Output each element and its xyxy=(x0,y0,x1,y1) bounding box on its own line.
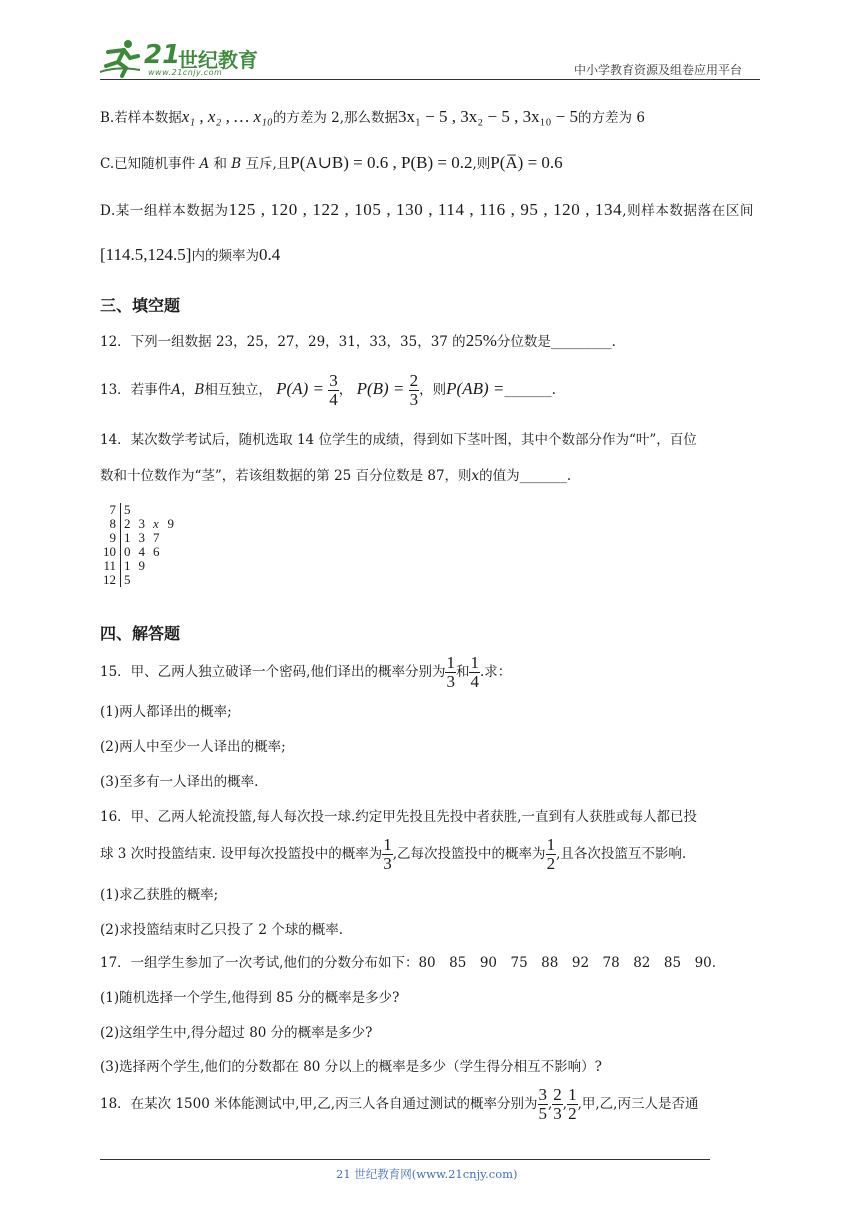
option-b-xs: x₁ , x₂ , … x₁₀ xyxy=(181,107,273,126)
q16-fraction-2 xyxy=(546,836,557,873)
q17-part-3: (3)选择两个学生,他们的分数都在 80 分以上的概率是多少（学生得分相互不影响）? xyxy=(100,1059,602,1075)
option-d-mid: 内的频率为 xyxy=(191,248,259,264)
option-c-expr2: P(A̅) = 0.6 xyxy=(490,153,563,172)
q18-fraction-2 xyxy=(552,1086,563,1123)
q13-pa-num: 3 xyxy=(329,371,338,390)
q13-comma: ， xyxy=(180,382,195,398)
q16-line2-suffix: ,且各次投篮互不影响. xyxy=(556,846,687,862)
q18-f2-den: 3 xyxy=(553,1104,562,1123)
q15-fraction-2 xyxy=(469,654,480,691)
option-d-line2 xyxy=(100,246,280,265)
q16-f1-den: 3 xyxy=(383,854,392,873)
leaf-value: 9 xyxy=(138,558,145,573)
q15-f1-num: 1 xyxy=(446,653,455,672)
option-c-a: A xyxy=(199,156,210,172)
q16-part-2: (2)求投篮结束时乙只投了 2 个球的概率. xyxy=(100,922,344,938)
q16-line2-mid: ,乙每次投篮投中的概率为 xyxy=(392,846,546,862)
q15-f2-den: 4 xyxy=(470,672,479,691)
option-b-prefix: B.若样本数据 xyxy=(100,110,182,126)
q15-and: 和 xyxy=(455,664,470,680)
option-d-prefix: D.某一组样本数据为 xyxy=(100,203,229,219)
question-12 xyxy=(100,332,616,351)
q13-b: B xyxy=(194,382,205,398)
stem-value: 7 xyxy=(100,503,121,517)
option-d-data: 125 , 120 , 122 , 105 , 130 , 114 , 116 , 95 , 120 , 134 xyxy=(228,200,623,219)
q13-pb-den: 3 xyxy=(409,390,419,409)
q16-part-1: (1)求乙获胜的概率; xyxy=(100,887,219,903)
q15-f1-den: 3 xyxy=(446,672,455,691)
question-16-line2 xyxy=(100,836,686,873)
leaf-value: 6 xyxy=(153,544,160,559)
leaf-value: 5 xyxy=(124,572,131,587)
q18-f1-num: 3 xyxy=(538,1085,547,1104)
option-d-suffix: ,则样本数据落在区间 xyxy=(622,203,755,219)
q13-mid: 相互独立， xyxy=(204,382,272,398)
stem-leaf-plot xyxy=(100,503,180,587)
question-15 xyxy=(100,654,511,691)
header-platform-text: 中小学教育资源及组卷应用平台 xyxy=(574,63,743,77)
q18-f3-num: 1 xyxy=(568,1085,577,1104)
q13-blank: _______. xyxy=(504,382,556,398)
option-c-b: B xyxy=(231,156,242,172)
leaf-value: 1 xyxy=(124,530,131,545)
q15-part-3: (3)至多有一人译出的概率. xyxy=(100,774,259,790)
option-b-suffix: 的方差为 6 xyxy=(578,110,645,126)
footer-rule xyxy=(100,1159,710,1160)
q18-f2-num: 2 xyxy=(553,1085,562,1104)
q13-then: ，则 xyxy=(419,382,447,398)
q12-text: 12．下列一组数据 23，25，27，29，31，33，35，37 的 xyxy=(100,334,466,350)
q16-line2-prefix: 球 3 次时投篮结束. 设甲每次投篮投中的概率为 xyxy=(100,846,383,862)
q13-sep: ， xyxy=(338,382,353,398)
question-17-line1: 17．一组学生参加了一次考试,他们的分数分布如下：80 85 90 75 88 92 78 82 85 90. xyxy=(100,955,717,971)
stem-value: 8 xyxy=(100,517,121,531)
q18-f1-den: 5 xyxy=(538,1104,547,1123)
question-13 xyxy=(100,372,556,409)
q12-pct: 25% xyxy=(465,331,497,350)
option-d-line1 xyxy=(100,201,754,220)
stem-value: 9 xyxy=(100,531,121,545)
q18-fraction-1 xyxy=(538,1086,549,1123)
section-4-title: 四、解答题 xyxy=(100,624,181,643)
q13-prefix: 13．若事件 xyxy=(100,382,172,398)
stem-leaf-row xyxy=(100,573,179,587)
q14-line2-prefix: 数和十位数作为“茎”，若该组数据的第 25 百分位数是 87，则 xyxy=(100,468,472,484)
header-rule xyxy=(100,79,760,80)
stem-leaf-row xyxy=(100,503,179,517)
leaf-value: 3 xyxy=(138,516,145,531)
stem-value: 10 xyxy=(100,545,121,559)
q12-tail: 分位数是_________. xyxy=(496,334,616,350)
leaf-value: 2 xyxy=(124,516,131,531)
option-c-and: 和 xyxy=(213,156,227,172)
q18-fraction-3 xyxy=(567,1086,578,1123)
q16-f1-num: 1 xyxy=(383,835,392,854)
logo-text: 世纪教育 xyxy=(178,48,258,72)
option-b-mid: 的方差为 2,那么数据 xyxy=(272,110,399,126)
question-18: 18．在某次 1500 米体能测试中,甲,乙,丙三人各自通过测试的概率分别为 $\frac{3}{5}$ , $\frac{2}{3}$ , $\frac{1}{2}$ ,甲,乙,丙三人是否通 xyxy=(100,1085,699,1123)
q16-f2-den: 2 xyxy=(546,854,556,873)
leaf-value: 0 xyxy=(124,544,131,559)
question-16-line1: 16．甲、乙两人轮流投篮,每人每次投一球.约定甲先投且先投中者获胜,一直到有人获胜或每人都已投 xyxy=(100,809,698,825)
option-c xyxy=(100,154,563,173)
logo xyxy=(98,38,258,78)
option-c-then: ,则 xyxy=(472,156,491,172)
stem-value: 12 xyxy=(100,573,121,587)
q13-pa-den: 4 xyxy=(329,390,338,409)
q18-suffix: ,甲,乙,丙三人是否通 xyxy=(577,1096,699,1112)
leaf-value: 7 xyxy=(153,530,160,545)
q15-part-2: (2)两人中至少一人译出的概率; xyxy=(100,739,286,755)
q15-f2-num: 1 xyxy=(470,653,479,672)
option-d-interval: [114.5,124.5] xyxy=(100,245,192,264)
stem-leaf-row xyxy=(100,559,179,573)
question-14-line2 xyxy=(100,467,571,485)
leaf-value: 1 xyxy=(124,558,131,573)
q15-part-1: (1)两人都译出的概率; xyxy=(100,704,232,720)
question-14-line1: 14．某次数学考试后，随机选取 14 位学生的成绩，得到如下茎叶图，其中个数部分作为“叶”，百位 xyxy=(100,432,697,448)
q17-part-2: (2)这组学生中,得分超过 80 分的概率是多少? xyxy=(100,1025,373,1041)
q14-line2-suffix: 的值为_______. xyxy=(479,468,572,484)
q17-part-1: (1)随机选择一个学生,他得到 85 分的概率是多少? xyxy=(100,990,400,1006)
option-c-expr1: P(A∪B) = 0.6 , P(B) = 0.2 xyxy=(290,153,473,172)
leaf-value: 5 xyxy=(124,502,131,517)
leaf-value: 9 xyxy=(167,516,174,531)
footer-text: 21 世纪教育网(www.21cnjy.com) xyxy=(336,1167,518,1181)
stem-leaf-row xyxy=(100,531,179,545)
q16-f2-num: 1 xyxy=(546,835,556,854)
q13-pa-fraction xyxy=(328,372,339,409)
q14-x: x xyxy=(471,468,480,484)
q15-suffix: .求： xyxy=(479,664,512,680)
stem-leaf-row xyxy=(100,545,179,559)
leaf-value: x xyxy=(153,516,159,531)
runner-logo-icon xyxy=(98,38,142,78)
logo-number: 21 xyxy=(144,40,181,70)
q13-pa: P(A) = xyxy=(276,379,324,398)
q13-pab: P(AB) = xyxy=(446,379,505,398)
stem-leaf-row xyxy=(100,517,179,531)
q15-fraction-1 xyxy=(445,654,456,691)
q18-f3-den: 2 xyxy=(568,1104,577,1123)
leaf-value: 4 xyxy=(138,544,145,559)
q16-fraction-1 xyxy=(382,836,393,873)
logo-url: www.21cnjy.com xyxy=(148,68,223,77)
option-b-expr: 3x₁ − 5 , 3x₂ − 5 , 3x₁₀ − 5 xyxy=(398,107,579,126)
q15-prefix: 15．甲、乙两人独立破译一个密码,他们译出的概率分别为 xyxy=(100,664,446,680)
q13-pb: P(B) = xyxy=(356,379,405,398)
option-d-value: 0.4 xyxy=(258,245,281,264)
q13-a: A xyxy=(171,382,181,398)
section-3-title: 三、填空题 xyxy=(100,296,181,315)
option-b xyxy=(100,108,645,127)
stem-value: 11 xyxy=(100,559,121,573)
option-c-prefix: C.已知随机事件 xyxy=(100,156,196,172)
q18-prefix: 18．在某次 1500 米体能测试中,甲,乙,丙三人各自通过测试的概率分别为 xyxy=(100,1096,538,1112)
leaf-value: 3 xyxy=(138,530,145,545)
q13-pb-fraction xyxy=(409,372,420,409)
q13-pb-num: 2 xyxy=(409,371,419,390)
option-c-mid: 互斥,且 xyxy=(245,156,291,172)
